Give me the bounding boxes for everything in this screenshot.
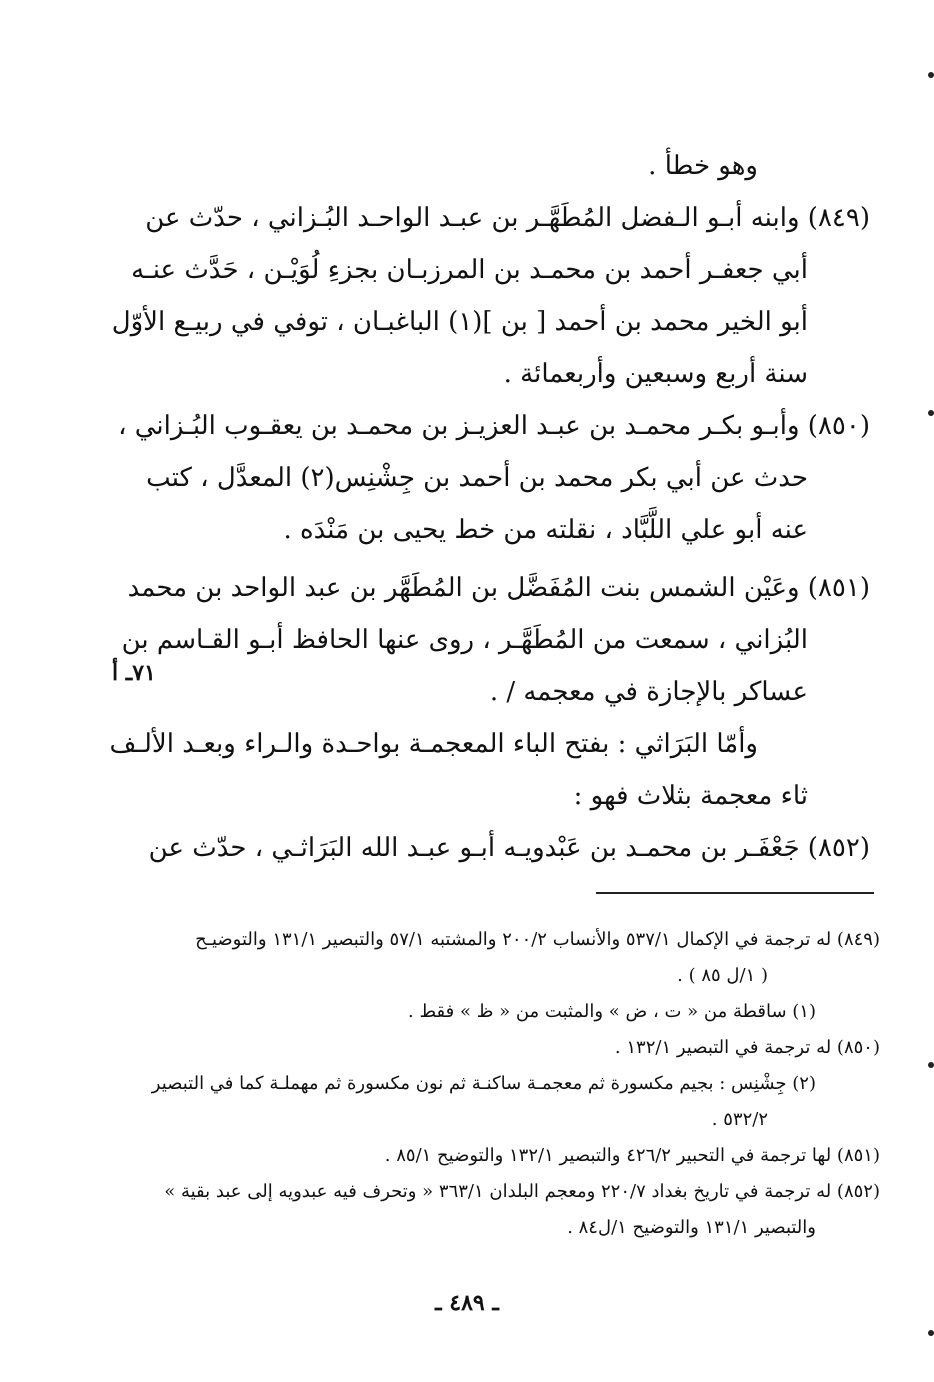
entry-851-line-1: (٨٥١) وعَيْن الشمس بنت المُفَضَّل بن المُطَهَّر بن عبد الواحد بن محمد xyxy=(127,573,870,603)
scan-mark xyxy=(928,410,934,416)
entry-849-line-3: أبو الخير محمد بن أحمد [ بن ](١) الباغبـان ، توفي في ربيـع الأوّل xyxy=(111,307,808,337)
entry-850-line-3: عنه أبو علي اللَّبَّاد ، نقلته من خط يحيى بن مَنْدَه . xyxy=(283,515,808,545)
footnote-851: (٨٥١) لها ترجمة في التحبير ٤٢٦/٢ والتبصير ١٣٢/١ والتوضيح ٨٥/١ . xyxy=(384,1145,880,1166)
manuscript-folio-note: ٧١ـ أ xyxy=(112,660,156,686)
entry-849-line-1: (٨٤٩) وابنه أبـو الـفضل المُطَهَّـر بن عبـد الواحـد البُـزاني ، حدّث عن xyxy=(145,203,870,233)
footnote-852-line-1: (٨٥٢) له ترجمة في تاريخ بغداد ٢٢٠/٧ ومعجم البلدان ٣٦٣/١ « وتحرف فيه عبدويه إلى عبد بقية » xyxy=(164,1181,880,1202)
entry-849-line-4: سنة أربع وسبعين وأربعمائة . xyxy=(503,359,808,389)
section-intro-line-1: وأمّا البَرَاثي : بفتح الباء المعجمـة بواحـدة والـراء وبعـد الألـف xyxy=(109,729,758,759)
entry-851-line-2: البُزاني ، سمعت من المُطَهَّـر ، روى عنها الحافظ أبـو القـاسم بن xyxy=(121,625,808,655)
entry-850-line-2: حدث عن أبي بكر محمد بن أحمد بن جِشْنِس(٢) المعدَّل ، كتب xyxy=(146,463,808,493)
footnote-divider xyxy=(596,892,874,894)
entry-852-line-1: (٨٥٢) جَعْفَـر بن محمـد بن عَبْدويـه أبـو عبـد الله البَرَاثـي ، حدّث عن xyxy=(148,833,870,863)
scan-mark xyxy=(928,1330,934,1336)
footnote-2-line-1: (٢) جِشْنِس : بجيم مكسورة ثم معجمـة ساكنـة ثم نون مكسورة ثم مهملـة كما في التبصير xyxy=(151,1073,816,1094)
footnote-849-line-2: ( ١/ل ٨٥ ) . xyxy=(677,965,768,986)
scan-mark xyxy=(928,1062,934,1068)
footnote-2-line-2: ٥٣٢/٢ . xyxy=(711,1109,768,1130)
footnote-852-line-2: والتبصير ١٣١/١ والتوضيح ١/ل٨٤ . xyxy=(567,1217,816,1238)
section-intro-line-2: ثاء معجمة بثلاث فهو : xyxy=(573,781,808,811)
footnotes xyxy=(132,922,880,1246)
footnote-850: (٨٥٠) له ترجمة في التبصير ١٣٢/١ . xyxy=(614,1037,880,1058)
page-number: ـ ٤٨٩ ـ xyxy=(435,1290,499,1316)
entry-851-line-3: عساكر بالإجازة في معجمه / . xyxy=(489,677,808,707)
footnote-1: (١) ساقطة من « ت ، ض » والمثبت من « ظ » فقط . xyxy=(408,1001,816,1022)
entry-850-line-1: (٨٥٠) وأبـو بكـر محمـد بن عبـد العزيـز بن محمـد بن يعقـوب البُـزاني ، xyxy=(118,411,870,441)
footnote-849-line-1: (٨٤٩) له ترجمة في الإكمال ٥٣٧/١ والأنساب ٢٠٠/٢ والمشتبه ٥٧/١ والتبصير ١٣١/١ والتوضيـح xyxy=(195,929,880,950)
text-line: وهو خطأ . xyxy=(648,151,758,181)
entry-849-line-2: أبي جعفـر أحمد بن محمـد بن المرزبـان بجزءِ لُوَيْـن ، حَدَّث عنـه xyxy=(131,255,808,285)
scan-mark xyxy=(928,72,934,78)
